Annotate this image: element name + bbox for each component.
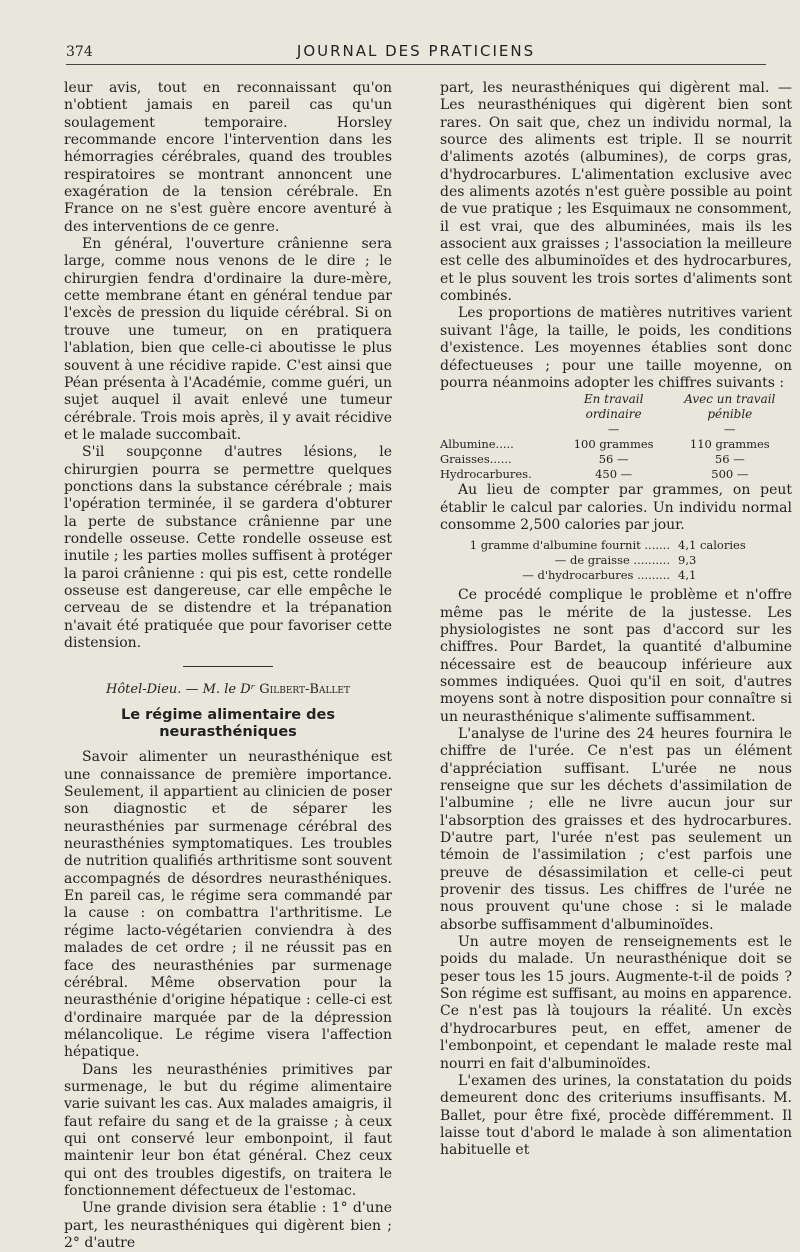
hospital-label: Hôtel-Dieu. — M. le Dʳ bbox=[105, 682, 256, 698]
table-row: Albumine..... 100 grammes 110 grammes bbox=[440, 437, 770, 452]
paragraph: Savoir alimenter un neurasthénique est une connaissance de première importance. Seulement, il appartient au clinicien de poser son diagnostic et de séparer les neurasthénies par surmenage cérébral des neurasthénies symptomatiques. Les troubles de nutrition qualifiés arthritisme sont souvent accompagnés de désordres neurasthéniques. En pareil cas, le régime sera commandé par la cause : on combattra l'arthritisme. Le régime lacto-végétarien conviendra à des malades de cet ordre ; il ne réussit pas en face des neurasthénies par surmenage cérébral. Même observation pour la neurasthénie d'origine hépatique : celle-ci est d'ordinaire marquée par de la dépression mélancolique. Le régime visera l'affection hépatique. bbox=[64, 749, 392, 1061]
list-item: — d'hydrocarbures ......... 4,1 bbox=[522, 568, 697, 583]
paragraph: En général, l'ouverture crânienne sera large, comme nous venons de le dire ; le chirurgien fendra d'ordinaire la dure-mère, cette membrane étant en général tendue par l'excès de pression du liquide cérébral. Si on trouve une tumeur, on en pratiquera l'ablation, bien que celle-ci aboutisse le plus souvent à une récidive rapide. C'est ainsi que Péan présenta à l'Académie, comme guéri, un sujet auquel il avait enlevé une tumeur cérébrale. Trois mois après, il y avait récidive et le malade succombait. bbox=[64, 236, 392, 443]
running-header bbox=[66, 38, 766, 65]
journal-title: JOURNAL DES PRATICIENS bbox=[296, 42, 536, 60]
paragraph: Les proportions de matières nutritives varient suivant l'âge, la taille, le poids, les conditions d'existence. Les moyennes établies sont donc défectueuses ; pour une taille moyenne, on pourra néanmoins adopter les chiffres suivants : bbox=[440, 305, 792, 391]
section-divider bbox=[183, 666, 273, 667]
hospital-byline bbox=[64, 681, 392, 698]
paragraph: L'analyse de l'urine des 24 heures fournira le chiffre de l'urée. Ce n'est pas un élément d'appréciation suffisant. L'urée ne nous renseigne que sur les déchets d'assimilation de l'albumine ; elle ne livre aucun jour sur l'absorption des graisses et des hydrocarbures. D'autre part, l'urée n'est pas seulement un témoin de l'assimilation ; c'est parfois une preuve de désassimilation et celle-ci peut provenir des tissus. Les chiffres de l'urée ne nous prouvent qu'une chose : si le malade absorbe suffisamment d'albuminoïdes. bbox=[440, 725, 792, 933]
table-row: Hydrocarbures. 450 — 500 — bbox=[440, 467, 749, 482]
right-column bbox=[440, 80, 792, 1160]
paragraph: S'il soupçonne d'autres lésions, le chirurgien pourra se permettre quelques ponctions dans la substance cérébrale ; mais l'opération terminée, il se gardera d'obturer la perte de substance crânienne par une rondelle osseuse. Cette rondelle osseuse est inutile ; les parties molles suffisent à protéger la paroi crânienne : qui pis est, cette rondelle osseuse est dangereuse, car elle empêche le cerveau de se distendre et la trépanation n'avait été pratiquée que pour favoriser cette distension. bbox=[64, 444, 392, 651]
table-header: En travail ordinaire bbox=[583, 392, 644, 422]
table-header: Avec un travail pénible bbox=[684, 392, 776, 422]
table-row: Graisses...... 56 — 56 — bbox=[440, 452, 745, 467]
paragraph: Dans les neurasthénies primitives par surmenage, le but du régime alimentaire varie suivant les cas. Aux malades amaigris, il faut refaire du sang et de la graisse ; à ceux qui ont conservé leur embonpoint, il faut maintenir leur bon état général. Chez ceux qui ont des troubles digestifs, on traitera le fonctionnement défectueux de l'estomac. bbox=[64, 1061, 392, 1199]
paragraph: Une grande division sera établie : 1° d'une part, les neurasthéniques qui digèrent bien ; 2° d'autre bbox=[64, 1200, 392, 1251]
paragraph: Un autre moyen de renseignements est le poids du malade. Un neurasthénique doit se peser tous les 15 jours. Augmente-t-il de poids ? Son régime est suffisant, au moins en apparence. Ce n'est pas là toujours la réalité. Un excès d'hydrocarbures peut, en effet, amener de l'embonpoint, et cependant le malade reste mal nourri en fait d'albuminoïdes. bbox=[440, 934, 792, 1072]
author-name: Gilbert-Ballet bbox=[259, 682, 350, 698]
list-item: 1 gramme d'albumine fournit ....... 4,1 calories bbox=[469, 538, 746, 553]
section-title: Le régime alimentaire des neurasthéniques bbox=[120, 706, 335, 741]
paragraph: L'examen des urines, la constatation du poids demeurent donc des criteriums insuffisants. M. Ballet, pour être fixé, procède différemment. Il laisse tout d'abord le malade à son alimentation habituelle et bbox=[440, 1072, 792, 1159]
page-number: 374 bbox=[66, 44, 93, 60]
left-column bbox=[64, 80, 392, 1252]
paragraph: Ce procédé complique le problème et n'offre même pas le mérite de la justesse. Les physiologistes ne sont pas d'accord sur les chiffres. Pour Bardet, la quantité d'albumine nécessaire est de beaucoup inférieure aux sommes indiquées. Quoi qu'il en soit, d'autres moyens sont à notre disposition pour connaître si un neurasthénique s'alimente suffisamment. bbox=[440, 587, 792, 725]
paragraph: Au lieu de compter par grammes, on peut établir le calcul par calories. Un individu normal consomme 2,500 calories par jour. bbox=[440, 482, 792, 533]
list-item: — de graisse .......... 9,3 bbox=[554, 553, 697, 568]
paragraph: leur avis, tout en reconnaissant qu'on n'obtient jamais en pareil cas qu'un soulagement temporaire. Horsley recommande encore l'intervention dans les hémorragies cérébrales, quand des troubles respiratoires se montrant annoncent une exagération de la tension cérébrale. En France on ne s'est guère encore aventuré à des interventions de ce genre. bbox=[64, 80, 392, 235]
nutrient-table: En travail ordinaire Avec un travail pénible — — Albumine..... 100 grammes 110 grammes Graisses...... 56 — 56 — Hydrocarbures. 450 — 500 — bbox=[440, 392, 792, 482]
calorie-list bbox=[440, 538, 792, 583]
paragraph: part, les neurasthéniques qui digèrent mal. — Les neurasthéniques qui digèrent bien sont rares. On sait que, chez un individu normal, la source des aliments est triple. Il se nourrit d'aliments azotés (albumines), de corps gras, d'hydrocarbures. L'alimentation exclusive avec des aliments azotés n'est guère possible au point de vue pratique ; les Esquimaux ne consomment, il est vrai, que des albuminées, mais ils les associent aux graisses ; l'association la meilleure est celle des albuminoïdes et des hydrocarbures, et le plus souvent les trois sortes d'aliments sont combinés. bbox=[440, 80, 792, 305]
